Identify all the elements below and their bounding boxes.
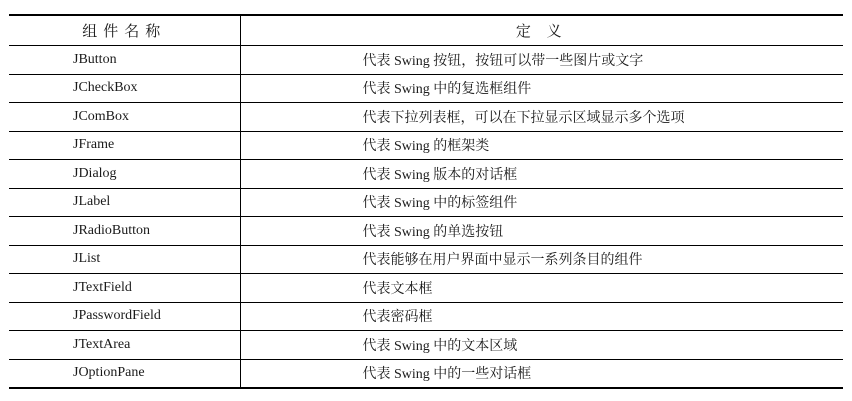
cell-definition: 代表 Swing 的框架类 (240, 131, 843, 160)
component-table-container (9, 14, 843, 389)
table-row (9, 302, 843, 331)
component-table (9, 14, 843, 389)
cell-definition: 代表密码框 (240, 302, 843, 331)
table-row (9, 217, 843, 246)
cell-definition: 代表 Swing 中的一些对话框 (240, 359, 843, 388)
cell-definition: 代表下拉列表框，可以在下拉显示区域显示多个选项 (240, 103, 843, 132)
table-header (9, 15, 843, 46)
cell-definition: 代表 Swing 中的复选框组件 (240, 74, 843, 103)
cell-component-name: JTextField (9, 274, 240, 303)
cell-component-name: JDialog (9, 160, 240, 189)
table-row (9, 188, 843, 217)
cell-component-name: JPasswordField (9, 302, 240, 331)
table-row (9, 160, 843, 189)
cell-component-name: JButton (9, 46, 240, 75)
table-row (9, 245, 843, 274)
header-component-name: 组件名称 (9, 15, 240, 46)
table-row (9, 103, 843, 132)
cell-component-name: JLabel (9, 188, 240, 217)
cell-component-name: JOptionPane (9, 359, 240, 388)
header-row (9, 15, 843, 46)
cell-component-name: JRadioButton (9, 217, 240, 246)
cell-component-name: JComBox (9, 103, 240, 132)
table-row (9, 131, 843, 160)
cell-definition: 代表 Swing 版本的对话框 (240, 160, 843, 189)
cell-definition: 代表 Swing 按钮，按钮可以带一些图片或文字 (240, 46, 843, 75)
cell-definition: 代表 Swing 的单选按钮 (240, 217, 843, 246)
table-row (9, 74, 843, 103)
cell-definition: 代表 Swing 中的文本区域 (240, 331, 843, 360)
cell-definition: 代表能够在用户界面中显示一系列条目的组件 (240, 245, 843, 274)
table-row (9, 274, 843, 303)
table-body (9, 46, 843, 389)
table-row (9, 359, 843, 388)
cell-component-name: JCheckBox (9, 74, 240, 103)
cell-component-name: JTextArea (9, 331, 240, 360)
header-definition: 定 义 (240, 15, 843, 46)
table-row (9, 331, 843, 360)
cell-definition: 代表文本框 (240, 274, 843, 303)
cell-component-name: JFrame (9, 131, 240, 160)
cell-component-name: JList (9, 245, 240, 274)
table-row (9, 46, 843, 75)
cell-definition: 代表 Swing 中的标签组件 (240, 188, 843, 217)
